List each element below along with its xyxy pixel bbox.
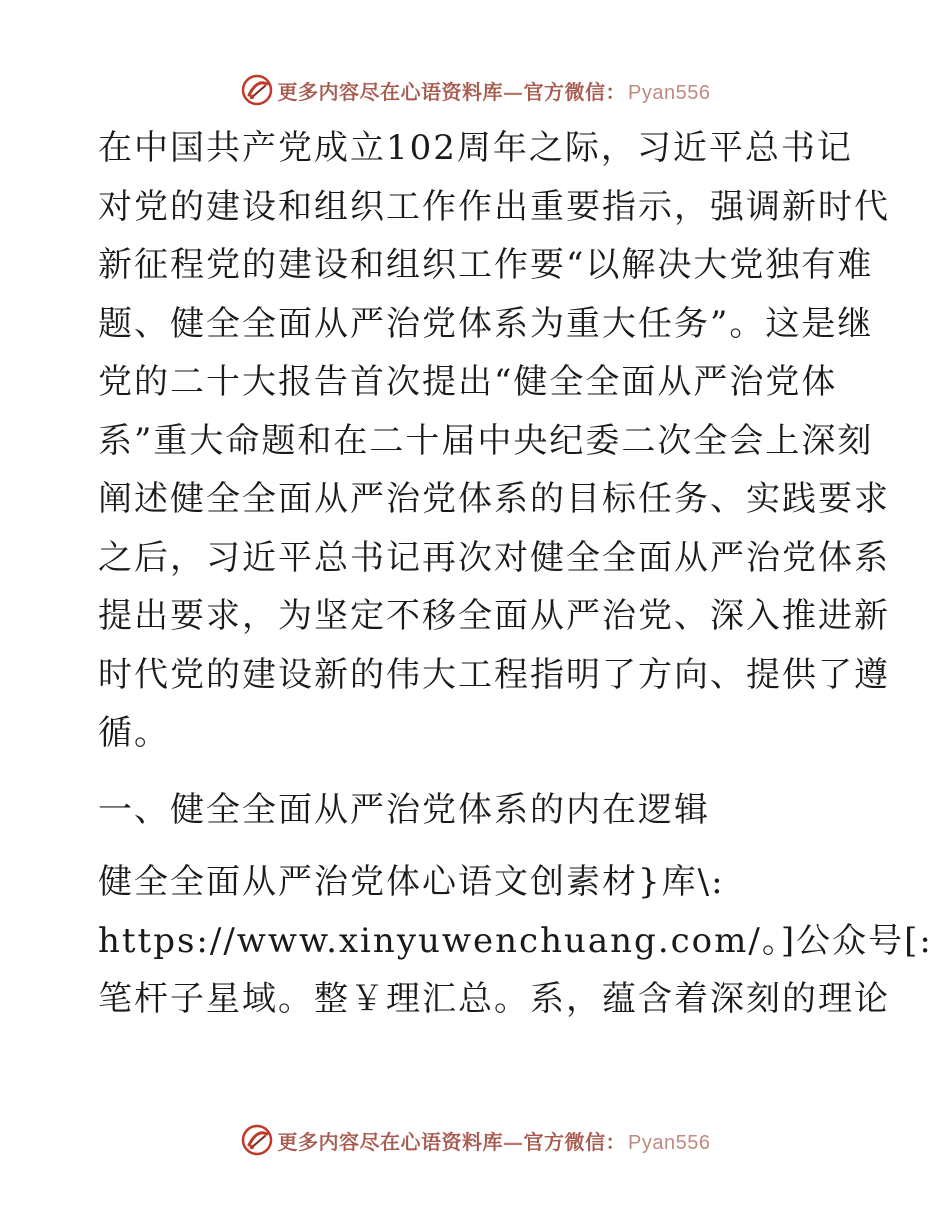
text-line: 新征程党的建设和组织工作要“以解决大党独有难 — [98, 245, 874, 285]
text-line: 笔杆子星域。整￥理汇总。系，蕴含着深刻的理论 — [98, 979, 890, 1019]
text-line: 循。 — [98, 713, 170, 753]
banner-text — [278, 1126, 711, 1155]
paragraph-spacer — [98, 839, 858, 853]
brand-logo-icon — [240, 1123, 274, 1157]
brand-logo-icon — [240, 73, 274, 107]
text-line: 党的二十大报告首次提出“健全全面从严治党体 — [98, 362, 838, 402]
document-body — [98, 119, 933, 1029]
banner-wechat-id: Pyan556 — [628, 1131, 711, 1154]
text-line: 阐述健全全面从严治党体系的目标任务、实践要求 — [98, 479, 890, 519]
text-line: 健全全面从严治党体心语文创素材}库\: — [98, 862, 725, 902]
text-line: 提出要求，为坚定不移全面从严治党、深入推进新 — [98, 596, 890, 636]
banner-dash: — — [503, 79, 524, 104]
banner-dash: — — [503, 1129, 524, 1154]
heading-text: 一、健全全面从严治党体系的内在逻辑 — [98, 789, 710, 830]
paragraph-spacer — [98, 763, 858, 781]
banner-wechat-label: 官方微信： — [523, 1129, 627, 1154]
text-line: 时代党的建设新的伟大工程指明了方向、提供了遵 — [98, 654, 890, 695]
banner-wechat-id: Pyan556 — [628, 81, 711, 104]
text-line: 之后，习近平总书记再次对健全全面从严治党体系 — [98, 537, 890, 578]
footer-banner — [0, 1120, 950, 1160]
banner-slogan: 更多内容尽在心语资料库 — [277, 1129, 504, 1154]
banner-slogan: 更多内容尽在心语资料库 — [277, 79, 504, 104]
text-line: 对党的建设和组织工作作出重要指示，强调新时代 — [98, 186, 890, 227]
text-line: 在中国共产党成立102周年之际，习近平总书记 — [98, 128, 853, 168]
section-heading — [98, 781, 858, 840]
text-line: 系”重大命题和在二十届中央纪委二次全会上深刻 — [98, 420, 874, 461]
text-line: https://www.xinyuwenchuang.com/。]公众号[: — [98, 920, 933, 961]
header-banner — [0, 70, 950, 110]
text-line: 题、健全全面从严治党体系为重大任务”。这是继 — [98, 303, 874, 344]
paragraph-intro — [98, 119, 890, 763]
paragraph-second — [98, 853, 933, 1029]
banner-wechat-label: 官方微信： — [523, 79, 627, 104]
banner-text — [278, 76, 711, 105]
